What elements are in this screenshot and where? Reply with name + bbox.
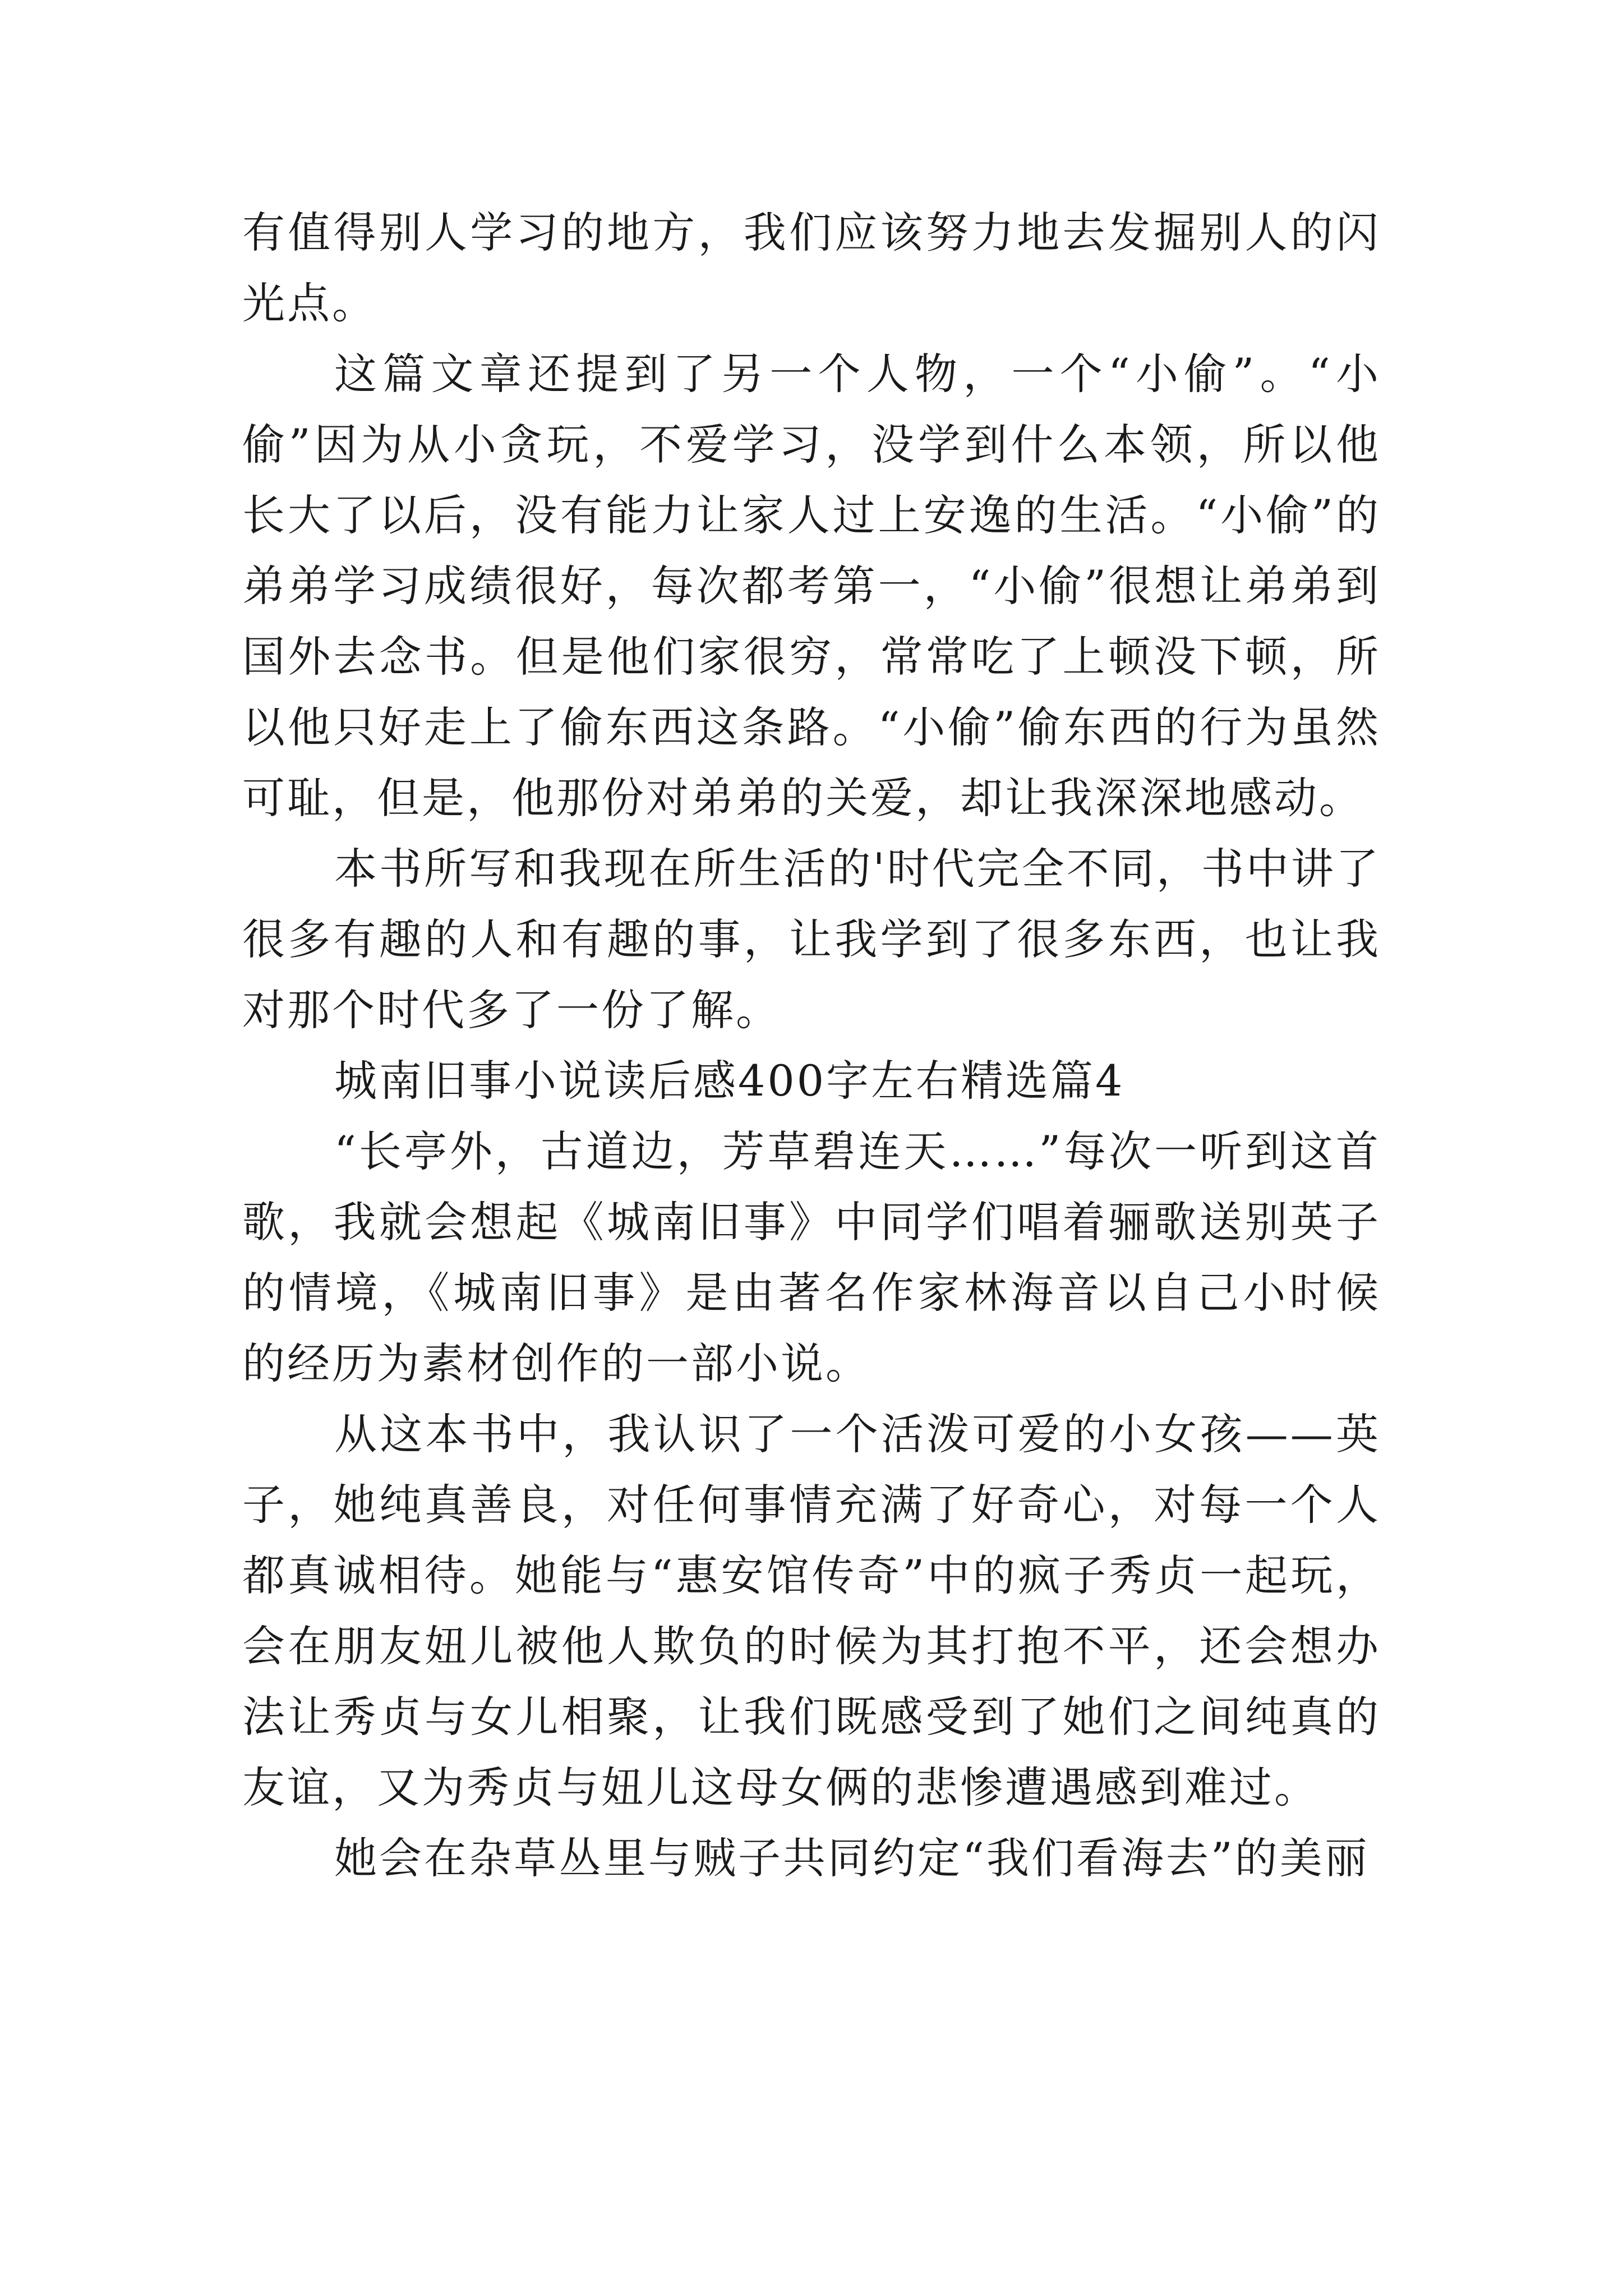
paragraph-song: “长亭外，古道边，芳草碧连天……”每次一听到这首歌，我就会想起《城南旧事》中同学们唱着骊歌送别英子的情境，《城南旧事》是由著名作家林海音以自己小时候的经历为素材创作的一部小说。: [242, 1126, 1381, 1388]
paragraph-thief: 这篇文章还提到了另一个人物，一个“小偷”。“小偷”因为从小贪玩，不爱学习，没学到什么本领，所以他长大了以后，没有能力让家人过上安逸的生活。“小偷”的弟弟学习成绩很好，每次都考第一，“小偷”很想让弟弟到国外去念书。但是他们家很穷，常常吃了上顿没下顿，所以他只好走上了偷东西这条路。“小偷”偷东西的行为虽然可耻，但是，他那份对弟弟的关爱，却让我深深地感动。: [242, 349, 1381, 823]
paragraph-yingzi: 从这本书中，我认识了一个活泼可爱的小女孩——英子，她纯真善良，对任何事情充满了好奇心，对每一个人都真诚相待。她能与“惠安馆传奇”中的疯子秀贞一起玩，会在朋友妞儿被他人欺负的时候为其打抱不平，还会想办法让秀贞与女儿相聚，让我们既感受到了她们之间纯真的友谊，又为秀贞与妞儿这母女俩的悲惨遭遇感到难过。: [242, 1409, 1381, 1812]
paragraph-continuation: 有值得别人学习的地方，我们应该努力地去发掘别人的闪光点。: [242, 208, 1381, 328]
section-heading: 城南旧事小说读后感400字左右精选篇4: [334, 1056, 1125, 1106]
document-body: [242, 197, 1381, 1894]
paragraph-era: 本书所写和我现在所生活的'时代完全不同，书中讲了很多有趣的人和有趣的事，让我学到了很多东西，也让我对那个时代多了一份了解。: [242, 844, 1381, 1035]
paragraph-sea: 她会在杂草丛里与贼子共同约定“我们看海去”的美丽: [334, 1833, 1370, 1883]
